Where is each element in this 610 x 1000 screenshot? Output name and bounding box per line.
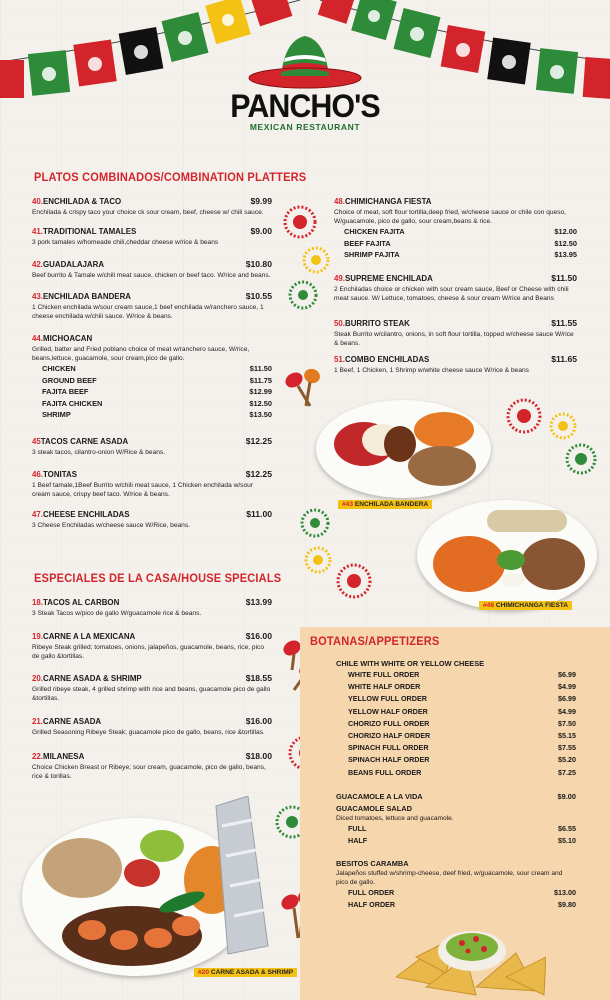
appetizer-guacamole-vida [336,791,576,802]
item-number: 21. [32,716,43,726]
option-price: $7.50 [558,718,576,728]
item-name: SUPREME ENCHILADA [344,273,433,283]
item-price: $13.99 [245,597,272,607]
item-description: Steak Burrito w/cilantro, onions, in soft flour tortilla, topped w/cheese sauce W/rice & beans. [334,331,574,347]
appetizer-guacamole-salad [336,803,576,847]
item-number: 22. [32,751,43,761]
item-description: 1 Beef, 1 Chicken, 1 Shrimp w/white cheese sauce W/rice & beans [334,367,529,374]
menu-item [32,333,272,421]
item-price: $11.65 [551,354,577,364]
item-price: $16.00 [245,631,272,641]
menu-item [334,318,577,348]
item-option [336,823,576,835]
item-description: Ribeye Steak grilled; tomatoes, onions, jalapeños, guacamole, beans, rice, pico de gallo &tortillas. [32,644,265,660]
caption-carne-asada-shrimp: #20 CARNE ASADA & SHRIMP [194,968,297,977]
item-option [32,363,272,375]
chile-cheese-options [336,669,576,779]
item-name: GUACAMOLE A LA VIDA [336,792,423,801]
option-name: FAJITA BEEF [42,387,89,397]
option-name: SPINACH FULL ORDER [348,743,429,753]
item-number: 44. [32,333,43,343]
menu-item [32,259,272,280]
option-name: SHRIMP [42,410,71,420]
medallion-icon [283,205,317,239]
menu-item [32,469,272,499]
item-name: CARNE A LA MEXICANA [42,631,136,641]
item-name: CHILE WITH WHITE OR YELLOW CHEESE [336,659,485,668]
menu-item [32,509,272,530]
item-number: 45 [32,436,41,446]
menu-item [334,273,577,303]
medallion-icon [336,563,372,599]
option-price: $6.99 [558,694,576,704]
item-price: $9.99 [250,196,272,206]
menu-item [32,673,272,703]
menu-item [32,436,272,457]
item-number: 19. [32,631,43,641]
item-number: 51. [334,354,345,364]
item-name: TACOS CARNE ASADA [40,436,129,446]
option-price: $13.95 [554,250,577,260]
menu-item [32,226,272,247]
item-option [336,669,576,681]
item-price: $11.00 [246,509,272,519]
item-description: Choice of meat, soft flour tortilla,deep fried, w/cheese sauce or chile con queso, W/guacamole, pico de gallo, sour cream,beans & rice. [334,209,567,225]
item-option [336,754,576,766]
item-number: 46. [32,469,43,479]
item-description: Grilled ribeye steak, 4 grilled shrimp with rice and beans, guacamole pico de gallo &tortillas. [32,686,271,702]
item-option [336,835,576,847]
option-name: CHORIZO FULL ORDER [348,718,430,728]
medallion-icon [288,280,318,310]
item-number: 48. [334,196,345,206]
item-number: 40. [32,196,43,206]
item-name: CARNE ASADA [42,716,102,726]
option-price: $9.80 [558,900,576,910]
option-price: $13.50 [249,410,272,420]
item-name: GUACAMOLE SALAD [336,804,412,813]
option-price: $5.15 [558,731,576,741]
item-option [32,375,272,387]
caption-chimichanga-fiesta: #48 CHIMICHANGA FIESTA [479,601,572,610]
option-name: SHRIMP FAJITA [344,250,400,260]
menu-item [32,751,272,781]
item-number: 20. [32,673,43,683]
item-price: $9.00 [250,226,272,236]
food-illustration [316,400,491,498]
item-number: 18. [32,597,43,607]
restaurant-logo [225,30,385,140]
option-name: WHITE HALF ORDER [348,682,421,692]
medallion-icon [506,398,542,434]
item-price: $11.50 [551,273,577,283]
item-description: 3 pork tamales w/homeade chili,cheddar cheese w/rice & beans [32,239,219,246]
menu-item [334,354,577,375]
option-price: $4.99 [558,706,576,716]
guacamole-salad-options [336,823,576,847]
item-name: TRADITIONAL TAMALES [42,226,137,236]
item-name: TONITAS [42,469,77,479]
item-name: MICHOACAN [42,333,93,343]
option-price: $12.50 [554,238,577,248]
option-name: WHITE FULL ORDER [348,670,420,679]
besitos-options [336,887,576,911]
menu-item [32,631,272,661]
medallion-icon [302,246,330,274]
brand-subtitle: MEXICAN RESTAURANT [249,122,361,132]
item-option [336,887,576,899]
item-price: $10.80 [245,259,272,269]
brand-name: PANCHO'S [230,88,380,124]
item-description: Beef burrito & Tamale w/chili meat sauce, chicken or beef taco. W/rice and beans. [32,272,271,279]
item-option [336,681,576,693]
option-price: $12.99 [249,387,272,397]
item-description: 1 Chicken enchilada w/sour cream sauce,1 beef enchilada w/ranchero sauce, 1 cheese enchilada w/chili sauce. W/rice & beans. [32,304,264,320]
option-name: CHORIZO HALF ORDER [348,731,431,741]
item-name: TACOS AL CARBON [42,597,120,607]
chimichanga-fiesta-photo [417,500,597,610]
option-price: $5.20 [558,755,576,765]
combination-section-title: PLATOS COMBINADOS/COMBINATION PLATTERS [34,170,307,184]
option-name: SPINACH HALF ORDER [348,755,430,765]
option-name: FAJITA CHICKEN [42,398,103,408]
option-name: YELLOW FULL ORDER [348,694,427,704]
item-price: $18.55 [245,673,272,683]
sombrero-icon [225,30,385,92]
enchilada-bandera-photo [316,400,491,498]
item-price: $10.55 [245,291,272,301]
item-number: 41. [32,226,43,236]
item-description: 1 Beef tamale,1Beef Burrito w/chili meat sauce, 1 Chicken enchilada w/sour cream sauce, crispy beef taco. W/rice & beans. [32,482,254,498]
option-price: $7.55 [558,743,576,753]
item-price: $9.00 [557,792,576,801]
item-description: Diced tomatoes, lettuce and guacamole. [336,815,454,822]
item-option [336,730,576,742]
medallion-icon [565,443,597,475]
item-name: ENCHILADA & TACO [42,196,122,206]
item-name: CARNE ASADA & SHRIMP [42,673,142,683]
item-option [336,718,576,730]
item-option [334,249,577,261]
item-price: $12.25 [245,436,272,446]
item-option [32,409,272,421]
option-name: BEANS FULL ORDER [348,767,422,777]
option-price: $13.00 [554,888,576,897]
appetizers-panel [300,627,610,1000]
medallion-icon [549,412,577,440]
option-name: GROUND BEEF [42,375,97,385]
item-description: Choice Chicken Breast or Ribeye; sour cream, guacamole, pico de gallo, beans, rice & torillas. [32,764,266,780]
option-name: CHICKEN FAJITA [344,227,405,236]
item-description: 3 steak tacos, cilantro-onion W/Rice & beans. [32,449,166,456]
item-option [336,693,576,705]
medallion-icon [304,546,332,574]
item-option [336,767,576,779]
foil-wrapped-tortillas-icon [208,796,270,956]
menu-item [334,196,577,261]
item-price: $11.55 [551,318,577,328]
option-price: $12.50 [249,398,272,408]
option-price: $6.99 [558,670,576,679]
option-price: $11.75 [249,375,272,385]
option-price: $4.99 [558,682,576,692]
option-name: HALF [348,836,368,846]
appetizer-besitos-caramba [336,858,576,911]
option-name: CHICKEN [42,364,76,373]
medallion-icon [300,508,330,538]
item-name: COMBO ENCHILADAS [344,354,430,364]
item-description: Grilled Seasoning Ribeye Steak; guacamole pico de gallo, beans, rice &tortillas. [32,729,265,736]
item-option [336,742,576,754]
option-price: $12.00 [554,227,577,236]
item-number: 50. [334,318,345,328]
item-price: $16.00 [245,716,272,726]
caption-enchilada-bandera: #43 ENCHILADA BANDERA [338,500,432,509]
item-description: Grilled, batter and Fried poblano choice of meat w/ranchero sauce, W/rice, beans,lettuce, guacamole, sour cream,pico de gallo. [32,346,250,362]
item-option [32,386,272,398]
option-name: FULL ORDER [348,888,395,897]
item-option [32,398,272,410]
item-number: 43. [32,291,43,301]
item-option [336,706,576,718]
item-number: 47. [32,509,43,519]
item-price: $12.25 [245,469,272,479]
option-price: $6.55 [558,824,576,833]
option-name: HALF ORDER [348,900,396,910]
item-name: BESITOS CARAMBA [336,859,409,868]
item-description: 2 Enchiladas choice or chicken with sour cream sauce, Beef or Cheese with chili meat sauce. W/ Lettuce, tomatoes, cheese & sour cream W/rice and Beans [334,286,569,302]
menu-item [32,716,272,737]
option-name: FULL [348,824,367,833]
option-price: $11.50 [249,364,272,373]
item-name: MILANESA [42,751,85,761]
item-description: 3 Steak Tacos w/pico de gallo W/guacamole rice & beans. [32,610,202,617]
appetizer-chile-cheese [336,658,576,779]
menu-item [32,196,272,217]
option-name: BEEF FAJITA [344,238,391,248]
item-name: CHEESE ENCHILADAS [42,509,130,519]
item-price: $18.00 [245,751,272,761]
item-option [334,226,577,238]
item-name: ENCHILADA BANDERA [42,291,132,301]
item-name: GUADALAJARA [42,259,105,269]
option-price: $5.10 [558,836,576,846]
item-number: 42. [32,259,43,269]
menu-item [32,597,272,618]
house-specials-section-title: ESPECIALES DE LA CASA/HOUSE SPECIALS [34,571,282,585]
appetizers-section-title: BOTANAS/APPETIZERS [310,634,440,648]
item-description: 3 Cheese Enchiladas w/cheese sauce W/Rice, beans. [32,522,190,529]
option-name: YELLOW HALF ORDER [348,706,428,716]
item-number: 49. [334,273,345,283]
item-description: Enchilada & crispy taco your choice ck sour cream, beef, cheese w/ chili sauce. [32,209,264,216]
item-description: Jalapeños stuffed w/shrimp-cheese, deef fried, w/guacamole, sour cream and pico de gallo. [336,870,563,886]
option-price: $7.25 [558,767,576,777]
item-name: CHIMICHANGA FIESTA [344,196,432,206]
item-option [336,899,576,911]
item-option [334,238,577,250]
food-illustration [417,500,597,610]
chips-and-guacamole-photo [396,917,546,997]
item-name: BURRITO STEAK [344,318,410,328]
menu-item [32,291,272,321]
